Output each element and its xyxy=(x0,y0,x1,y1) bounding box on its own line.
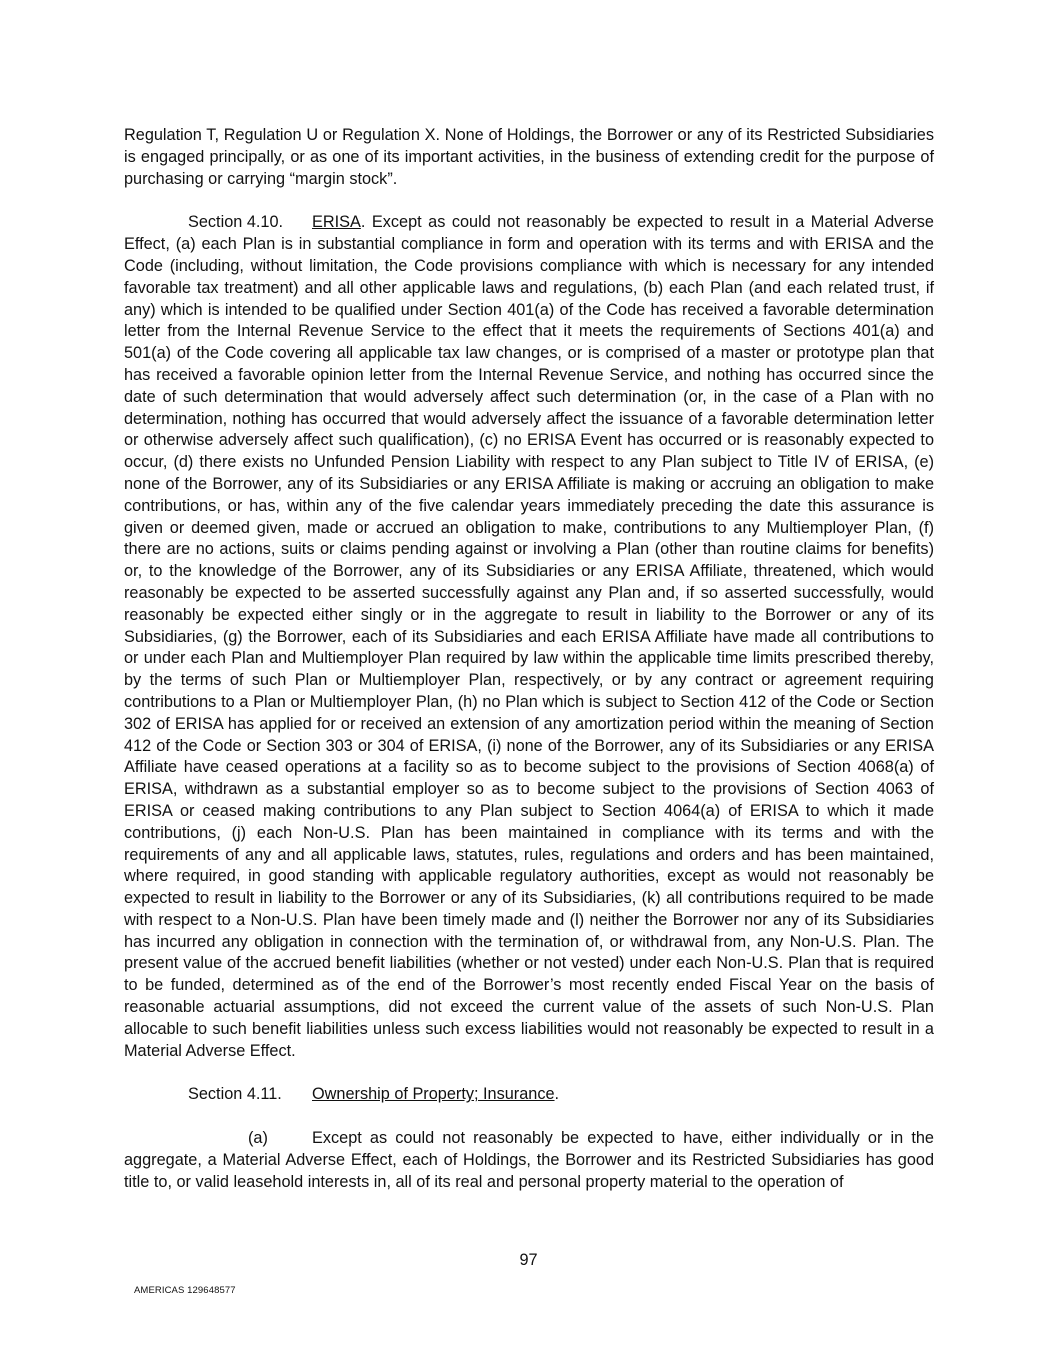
paragraph-gap xyxy=(124,190,934,212)
continuation-paragraph: Regulation T, Regulation U or Regulation X. None of Holdings, the Borrower or any of its Restricted Subsidiaries is engaged principally, or as one of its important activities, in the business of extending credit for the purpose of purchasing or carrying “margin stock”. xyxy=(124,126,934,188)
section-4-10-number: Section 4.10. xyxy=(188,213,284,232)
section-4-11-heading xyxy=(124,1084,934,1106)
document-body xyxy=(124,125,934,1194)
title-period: . xyxy=(554,1085,560,1104)
paragraph-gap xyxy=(124,1106,934,1128)
section-4-11-title: Ownership of Property; Insurance xyxy=(312,1085,555,1104)
section-4-11-a-body: Except as could not reasonably be expected to have, either individually or in the aggregate, a Material Adverse Effect, each of Holdings, the Borrower and its Restricted Subsidiaries has good title to, or valid leasehold interests in, all of its real and personal property material to the operation of xyxy=(124,1129,934,1191)
title-period: . xyxy=(360,213,372,232)
section-4-10-title: ERISA xyxy=(312,213,361,232)
document-id: AMERICAS 129648577 xyxy=(134,1285,236,1296)
subsection-label: (a) xyxy=(248,1129,268,1148)
section-4-10-paragraph xyxy=(124,212,934,1062)
section-4-11-a-paragraph xyxy=(124,1128,934,1193)
section-4-11-number: Section 4.11. xyxy=(188,1085,282,1104)
section-4-10-body: Except as could not reasonably be expected to result in a Material Adverse Effect, (a) each Plan is in substantial compliance in form and operation with its terms and with ERISA and the Code (including, without limitation, the Code provisions compliance with which is necessary for any intended favorable tax treatment) and all other applicable laws and regulations, (b) each Plan (and each related trust, if any) which is intended to be qualified under Section 401(a) of the Code has received a favorable determination letter from the Internal Revenue Service to the effect that it meets the requirements of Sections 401(a) and 501(a) of the Code covering all applicable tax law changes, or is comprised of a master or prototype plan that has received a favorable opinion letter from the Internal Revenue Service, and nothing has occurred since the date of such determination that would adversely affect such determination (or, in the case of a Plan with no determination, nothing has occurred that would adversely affect the issuance of a favorable determination letter or otherwise adversely affect such qualification), (c) no ERISA Event has occurred or is reasonably expected to occur, (d) there exists no Unfunded Pension Liability with respect to any Plan subject to Title IV of ERISA, (e) none of the Borrower, any of its Subsidiaries or any ERISA Affiliate is making or accruing an obligation to make contributions, or has, within any of the five calendar years immediately preceding the date this assurance is given or deemed given, made or accrued an obligation to make, contributions to any Multiemployer Plan, (f) there are no actions, suits or claims pending against or involving a Plan (other than routine claims for benefits) or, to the knowledge of the Borrower, any of its Subsidiaries or any ERISA Affiliate, threatened, which would reasonably be expected to be asserted successfully against any Plan and, if so asserted successfully, would reasonably be expected either singly or in the aggregate to result in liability to the Borrower or any of its Subsidiaries, (g) the Borrower, each of its Subsidiaries and each ERISA Affiliate have made all contributions to or under each Plan and Multiemployer Plan required by law within the applicable time limits prescribed thereby, by the terms of such Plan or Multiemployer Plan, respectively, or by any contract or agreement requiring contributions to a Plan or Multiemployer Plan, (h) no Plan which is subject to Section 412 of the Code or Section 302 of ERISA has applied for or received an extension of any amortization period within the meaning of Section 412 of the Code or Section 303 or 304 of ERISA, (i) none of the Borrower, any of its Subsidiaries or any ERISA Affiliate have ceased operations at a facility so as to become subject to the provisions of Section 4068(a) of ERISA, withdrawn as a substantial employer so as to become subject to the provisions of Section 4063 of ERISA or ceased making contributions to any Plan subject to Section 4064(a) of ERISA to which it made contributions, (j) each Non-U.S. Plan has been maintained in compliance with its terms and with the requirements of any and all applicable laws, statutes, rules, regulations and orders and has been maintained, where required, in good standing with applicable regulatory authorities, except as would not reasonably be expected to result in liability to the Borrower or any of its Subsidiaries, (k) all contributions required to be made with respect to a Non-U.S. Plan have been timely made and (l) neither the Borrower nor any of its Subsidiaries has incurred any obligation in connection with the termination of, or withdrawal from, any Non-U.S. Plan. The present value of the accrued benefit liabilities (whether or not vested) under each Non-U.S. Plan that is required to be funded, determined as of the end of the Borrower’s most recently ended Fiscal Year on the basis of reasonable actuarial assumptions, did not exceed the current value of the assets of such Non-U.S. Plan allocable to such benefit liabilities unless such excess liabilities would not reasonably be expected to result in a Material Adverse Effect. xyxy=(124,213,934,1060)
page-number: 97 xyxy=(519,1251,538,1269)
paragraph-gap xyxy=(124,1062,934,1084)
